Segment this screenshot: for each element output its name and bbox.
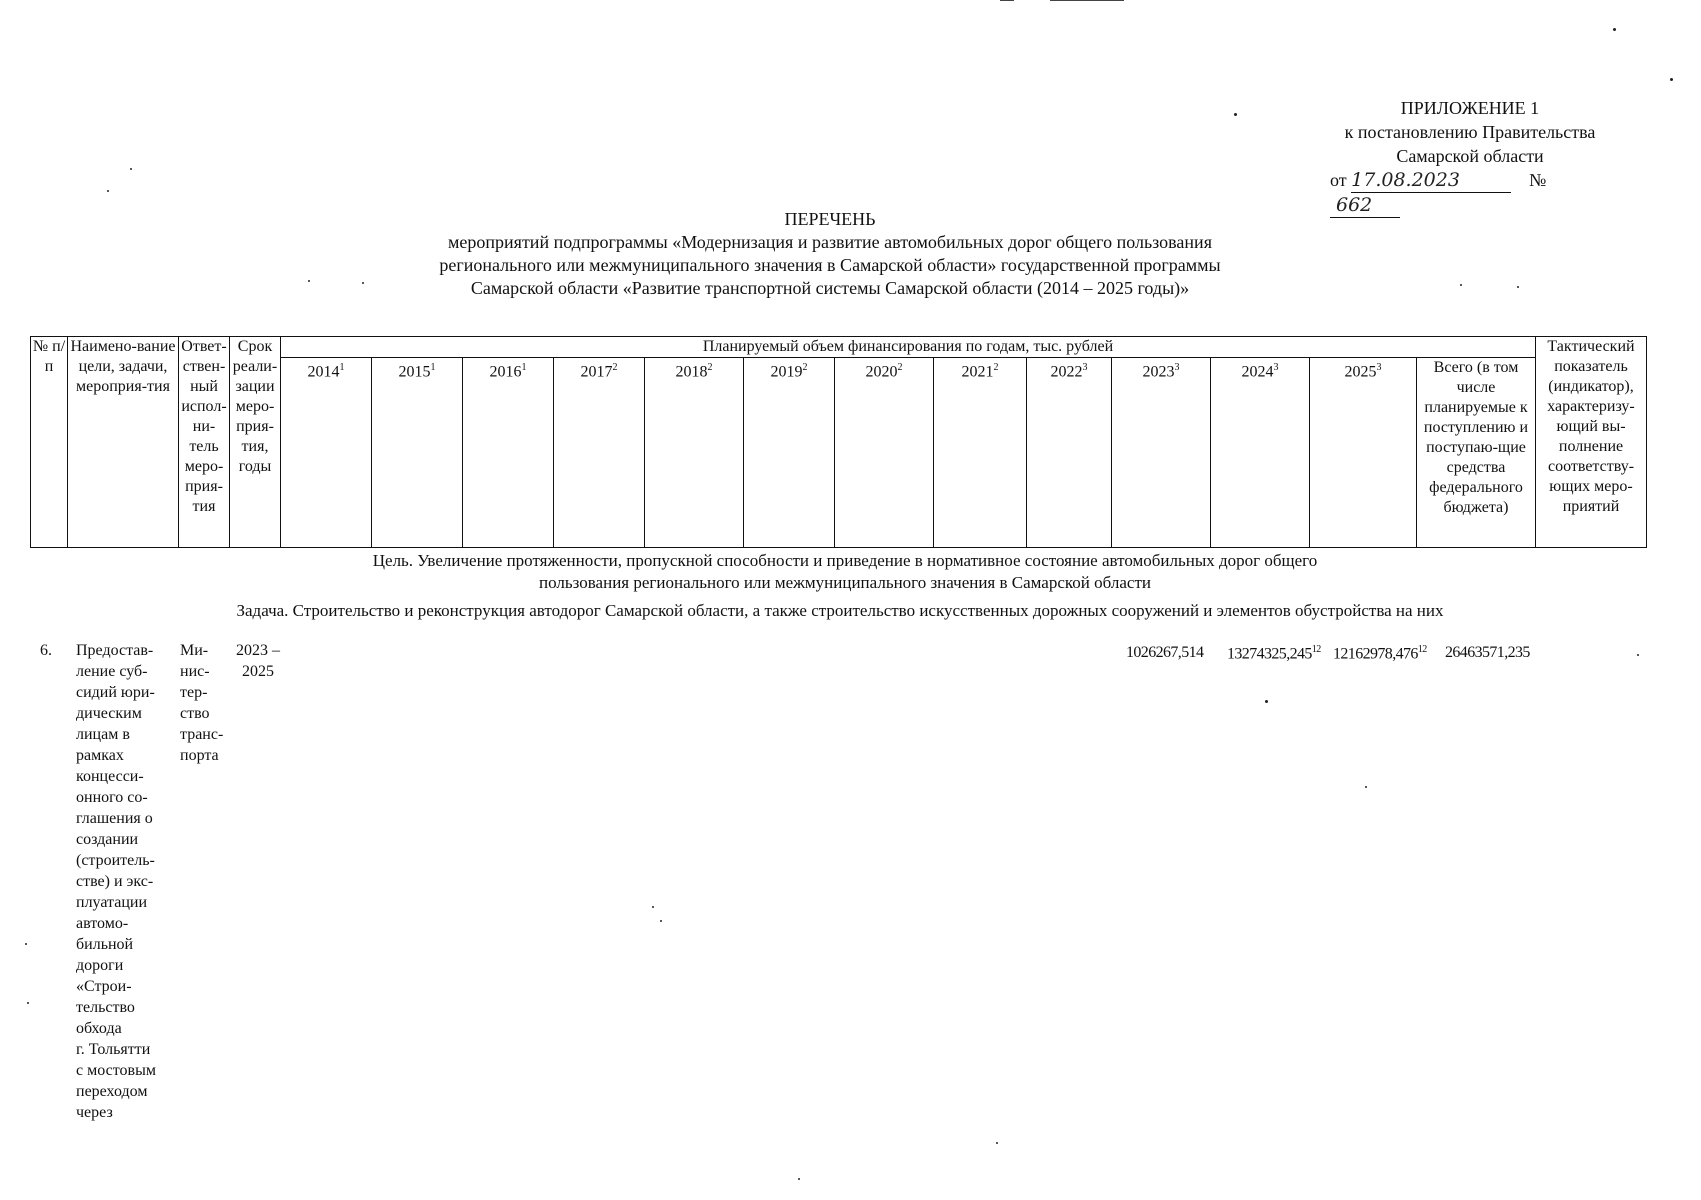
scan-speck: [130, 168, 132, 170]
resp-line: порта: [180, 747, 219, 764]
number-value: 662: [1330, 193, 1400, 218]
year-header: 2019$^2$: [744, 358, 835, 548]
name-line: через: [76, 1104, 113, 1121]
resp-line: тер-: [180, 684, 208, 701]
name-line: онного со-: [76, 789, 148, 806]
name-line: концесси-: [76, 768, 144, 785]
scan-speck: [1613, 28, 1616, 31]
name-line: г. Тольятти: [76, 1041, 151, 1058]
name-line: Предостав-: [76, 642, 154, 659]
col-term-header: Срок реали-зации меро-прия-тия, годы: [230, 337, 281, 548]
number-prefix: №: [1529, 170, 1547, 190]
scan-edge-mark: [1000, 0, 1014, 1]
name-line: лицам в: [76, 726, 130, 743]
name-line: ление суб-: [76, 663, 148, 680]
date-prefix: от: [1330, 170, 1347, 190]
year-header: 2022$^3$: [1027, 358, 1112, 548]
amount-2024: 13274325,245$^{12}$: [1227, 644, 1321, 663]
goal-line1: Цель. Увеличение протяженности, пропускной способности и приведение в нормативное состояние автомобильных дорог общего: [372, 551, 1318, 570]
name-line: плуатации: [76, 894, 147, 911]
scan-speck: [1234, 113, 1237, 116]
name-line: стве) и экс-: [76, 873, 154, 890]
name-line: (строитель-: [76, 852, 155, 869]
row-name: [76, 640, 170, 1123]
row-term: [230, 640, 286, 682]
col-number-header: № п/п: [31, 337, 68, 548]
year-header: 2016$^1$: [463, 358, 554, 548]
scan-speck: [1265, 700, 1268, 703]
name-line: обхода: [76, 1020, 122, 1037]
scan-speck: [27, 1002, 29, 1004]
term-line: 2023 –: [236, 642, 280, 659]
title-line2: регионального или межмуниципального значения в Самарской области» государственной программы: [439, 255, 1221, 275]
scan-edge-mark: [1050, 0, 1124, 1]
amount-total: 26463571,235: [1445, 644, 1530, 661]
name-line: «Строи-: [76, 978, 132, 995]
year-header: 2025$^3$: [1310, 358, 1417, 548]
amount-2025: 12162978,476$^{12}$: [1333, 644, 1427, 663]
task-text: Задача. Строительство и реконструкция автодорог Самарской области, а также строительство искусственных дорожных сооружений и элементов обустройства на них: [236, 601, 1444, 620]
year-header: 2021$^2$: [934, 358, 1027, 548]
scan-speck: [798, 1178, 800, 1180]
row-number: 6.: [40, 642, 52, 659]
title-line1: мероприятий подпрограммы «Модернизация и развитие автомобильных дорог общего пользования: [448, 232, 1212, 252]
name-line: сидий юри-: [76, 684, 155, 701]
appendix-dateline: [1320, 168, 1620, 218]
year-header: 2015$^1$: [372, 358, 463, 548]
title-heading: ПЕРЕЧЕНЬ: [784, 209, 876, 229]
year-header: 2018$^2$: [645, 358, 744, 548]
appendix-line3: Самарской области: [1396, 146, 1544, 166]
scan-speck: [308, 280, 310, 282]
goal-text: [310, 550, 1380, 594]
scan-speck: [1517, 286, 1519, 288]
title-line3: Самарской области «Развитие транспортной системы Самарской области (2014 – 2025 годы)»: [470, 278, 1190, 298]
funding-title: Планируемый объем финансирования по годам, тыс. рублей: [281, 337, 1536, 358]
col-indicator-header: Тактический показатель (индикатор), характеризу-ющий вы-полнение соответству-ющих меро-приятий: [1536, 337, 1647, 548]
year-header: 2017$^2$: [554, 358, 645, 548]
scan-speck: [107, 190, 109, 192]
resp-line: ство: [180, 705, 210, 722]
year-header: 2020$^2$: [835, 358, 934, 548]
name-line: дическим: [76, 705, 142, 722]
scan-speck: [25, 943, 27, 945]
year-header: 2024$^3$: [1211, 358, 1310, 548]
name-line: автомо-: [76, 915, 129, 932]
resp-line: транс-: [180, 726, 224, 743]
amount-2023: 1026267,514: [1126, 644, 1204, 661]
name-line: рамках: [76, 747, 124, 764]
year-header: 2023$^3$: [1112, 358, 1211, 548]
scan-speck: [1460, 284, 1462, 286]
term-line: 2025: [242, 663, 274, 680]
appendix-line2: к постановлению Правительства: [1344, 122, 1596, 142]
name-line: с мостовым: [76, 1062, 156, 1079]
name-line: глашения о: [76, 810, 153, 827]
appendix-block: [1320, 96, 1620, 218]
name-line: переходом: [76, 1083, 148, 1100]
resp-line: Ми-: [180, 642, 209, 659]
col-name-header: Наимено-вание цели, задачи, мероприя-тия: [68, 337, 179, 548]
name-line: бильной: [76, 936, 134, 953]
scan-speck: [660, 920, 662, 922]
name-line: тельство: [76, 999, 135, 1016]
scan-speck: [1670, 78, 1673, 81]
scan-speck: [362, 282, 364, 284]
goal-line2: пользования регионального или межмуниципального значения в Самарской области: [539, 573, 1151, 592]
date-value: 17.08.2023: [1351, 168, 1511, 193]
name-line: создании: [76, 831, 139, 848]
appendix-title: ПРИЛОЖЕНИЕ 1: [1400, 98, 1540, 118]
col-total-header: Всего (в том числе планируемые к поступлению и поступаю-щие средства федерального бюджета): [1417, 358, 1536, 548]
col-responsible-header: Ответ-ствен-ный испол-ни-тель меро-прия-тия: [179, 337, 230, 548]
header-table: [30, 336, 1647, 548]
scan-speck: [1637, 654, 1639, 656]
scan-speck: [652, 906, 654, 908]
year-header: 2014$^1$: [281, 358, 372, 548]
resp-line: нис-: [180, 663, 210, 680]
name-line: дороги: [76, 957, 124, 974]
scan-speck: [1365, 786, 1367, 788]
document-title: [330, 208, 1330, 300]
row-responsible: [180, 640, 232, 766]
scan-speck: [996, 1142, 998, 1144]
